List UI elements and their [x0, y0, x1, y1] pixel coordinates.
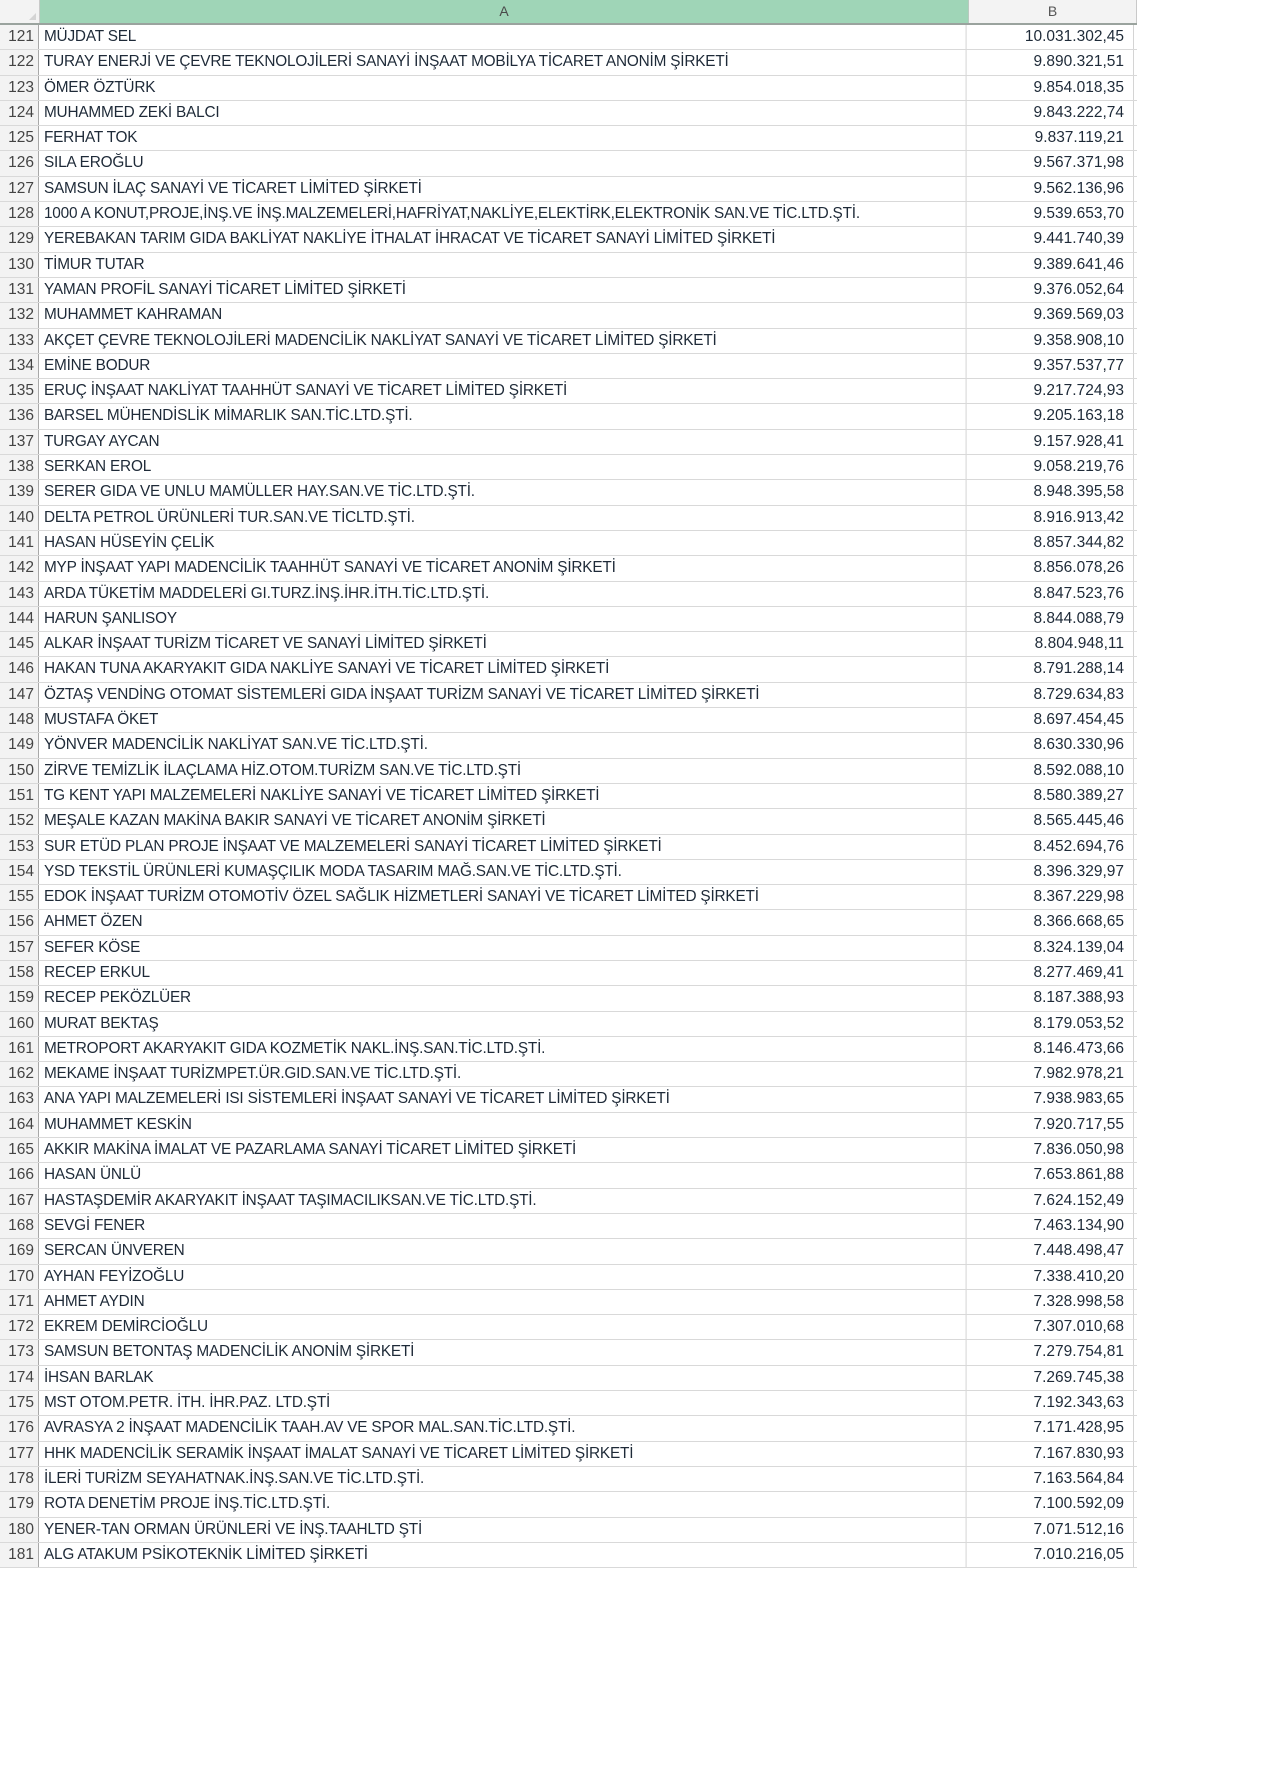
cell-name[interactable]: İLERİ TURİZM SEYAHATNAK.İNŞ.SAN.VE TİC.LTD.ŞTİ. — [39, 1467, 967, 1491]
cell-name[interactable]: AKKIR MAKİNA İMALAT VE PAZARLAMA SANAYİ TİCARET LİMİTED ŞİRKETİ — [39, 1138, 967, 1162]
table-row — [0, 683, 1137, 708]
row-number[interactable]: 122 — [0, 50, 39, 74]
table-row — [0, 708, 1137, 733]
table-row — [0, 430, 1137, 455]
cell-name[interactable]: SAMSUN BETONTAŞ MADENCİLİK ANONİM ŞİRKETİ — [39, 1340, 967, 1364]
row-number[interactable]: 153 — [0, 835, 39, 859]
row-number[interactable]: 125 — [0, 126, 39, 150]
cell-name[interactable]: SERKAN EROL — [39, 455, 967, 479]
cell-name[interactable]: AHMET AYDIN — [39, 1290, 967, 1314]
table-row — [0, 227, 1137, 252]
cell-amount[interactable]: 8.916.913,42 — [967, 506, 1134, 530]
cell-name[interactable]: HASAN HÜSEYİN ÇELİK — [39, 531, 967, 555]
cell-amount[interactable]: 8.791.288,14 — [967, 657, 1134, 681]
cell-amount[interactable]: 9.369.569,03 — [967, 303, 1134, 327]
row-number[interactable]: 176 — [0, 1416, 39, 1440]
table-row — [0, 1416, 1137, 1441]
table-row — [0, 784, 1137, 809]
cell-amount[interactable]: 8.948.395,58 — [967, 480, 1134, 504]
cell-name[interactable]: AKÇET ÇEVRE TEKNOLOJİLERİ MADENCİLİK NAKLİYAT SANAYİ VE TİCARET LİMİTED ŞİRKETİ — [39, 329, 967, 353]
cell-amount[interactable]: 10.031.302,45 — [967, 25, 1134, 49]
table-row — [0, 1543, 1137, 1568]
row-number[interactable]: 162 — [0, 1062, 39, 1086]
table-row — [0, 1391, 1137, 1416]
cell-name[interactable]: YEREBAKAN TARIM GIDA BAKLİYAT NAKLİYE İTHALAT İHRACAT VE TİCARET SANAYİ LİMİTED ŞİRKETİ — [39, 227, 967, 251]
table-row — [0, 253, 1137, 278]
table-row — [0, 1467, 1137, 1492]
cell-name[interactable]: MUHAMMET KESKİN — [39, 1113, 967, 1137]
select-all-corner[interactable] — [0, 0, 40, 23]
row-number[interactable]: 167 — [0, 1189, 39, 1213]
table-row — [0, 379, 1137, 404]
row-number[interactable]: 164 — [0, 1113, 39, 1137]
table-row — [0, 101, 1137, 126]
cell-amount[interactable]: 9.358.908,10 — [967, 329, 1134, 353]
cell-amount[interactable]: 8.366.668,65 — [967, 910, 1134, 934]
cell-amount[interactable]: 7.448.498,47 — [967, 1239, 1134, 1263]
cell-amount[interactable]: 7.071.512,16 — [967, 1518, 1134, 1542]
cell-amount[interactable]: 8.856.078,26 — [967, 556, 1134, 580]
row-number[interactable]: 163 — [0, 1087, 39, 1111]
cell-name[interactable]: YSD TEKSTİL ÜRÜNLERİ KUMAŞÇILIK MODA TASARIM MAĞ.SAN.VE TİC.LTD.ŞTİ. — [39, 860, 967, 884]
row-number[interactable]: 158 — [0, 961, 39, 985]
table-row — [0, 1366, 1137, 1391]
table-row — [0, 835, 1137, 860]
cell-name[interactable]: RECEP ERKUL — [39, 961, 967, 985]
cell-amount[interactable]: 9.357.537,77 — [967, 354, 1134, 378]
cell-amount[interactable]: 9.389.641,46 — [967, 253, 1134, 277]
cell-name[interactable]: HARUN ŞANLISOY — [39, 607, 967, 631]
cell-amount[interactable]: 9.376.052,64 — [967, 278, 1134, 302]
cell-amount[interactable]: 9.890.321,51 — [967, 50, 1134, 74]
row-number[interactable]: 127 — [0, 177, 39, 201]
cell-name[interactable]: MEKAME İNŞAAT TURİZMPET.ÜR.GID.SAN.VE TİC.LTD.ŞTİ. — [39, 1062, 967, 1086]
table-row — [0, 1492, 1137, 1517]
table-row — [0, 531, 1137, 556]
cell-name[interactable]: AYHAN FEYİZOĞLU — [39, 1265, 967, 1289]
cell-amount[interactable]: 7.171.428,95 — [967, 1416, 1134, 1440]
row-number[interactable]: 179 — [0, 1492, 39, 1516]
cell-amount[interactable]: 8.857.344,82 — [967, 531, 1134, 555]
row-number[interactable]: 147 — [0, 683, 39, 707]
cell-amount[interactable]: 7.328.998,58 — [967, 1290, 1134, 1314]
cell-amount[interactable]: 8.179.053,52 — [967, 1012, 1134, 1036]
cell-amount[interactable]: 8.277.469,41 — [967, 961, 1134, 985]
cell-amount[interactable]: 8.367.229,98 — [967, 885, 1134, 909]
cell-amount[interactable]: 7.269.745,38 — [967, 1366, 1134, 1390]
column-header-a[interactable]: A — [40, 0, 969, 23]
cell-amount[interactable]: 9.058.219,76 — [967, 455, 1134, 479]
row-number[interactable]: 155 — [0, 885, 39, 909]
table-row — [0, 177, 1137, 202]
cell-amount[interactable]: 8.565.445,46 — [967, 809, 1134, 833]
cell-name[interactable]: MUHAMMET KAHRAMAN — [39, 303, 967, 327]
cell-amount[interactable]: 7.307.010,68 — [967, 1315, 1134, 1339]
cell-name[interactable]: FERHAT TOK — [39, 126, 967, 150]
table-row — [0, 480, 1137, 505]
cell-amount[interactable]: 7.836.050,98 — [967, 1138, 1134, 1162]
table-row — [0, 657, 1137, 682]
row-number[interactable]: 130 — [0, 253, 39, 277]
cell-amount[interactable]: 7.920.717,55 — [967, 1113, 1134, 1137]
row-number[interactable]: 121 — [0, 25, 39, 49]
cell-name[interactable]: ANA YAPI MALZEMELERİ ISI SİSTEMLERİ İNŞAAT SANAYİ VE TİCARET LİMİTED ŞİRKETİ — [39, 1087, 967, 1111]
row-number[interactable]: 141 — [0, 531, 39, 555]
table-row — [0, 1214, 1137, 1239]
table-row — [0, 151, 1137, 176]
row-number[interactable]: 140 — [0, 506, 39, 530]
row-number[interactable]: 150 — [0, 759, 39, 783]
cell-amount[interactable]: 8.324.139,04 — [967, 936, 1134, 960]
cell-amount[interactable]: 8.146.473,66 — [967, 1037, 1134, 1061]
cell-name[interactable]: HAKAN TUNA AKARYAKIT GIDA NAKLİYE SANAYİ VE TİCARET LİMİTED ŞİRKETİ — [39, 657, 967, 681]
table-row — [0, 1087, 1137, 1112]
table-row — [0, 1290, 1137, 1315]
table-row — [0, 1442, 1137, 1467]
cell-name[interactable]: MST OTOM.PETR. İTH. İHR.PAZ. LTD.ŞTİ — [39, 1391, 967, 1415]
cell-name[interactable]: MUSTAFA ÖKET — [39, 708, 967, 732]
cell-name[interactable]: İHSAN BARLAK — [39, 1366, 967, 1390]
cell-amount[interactable]: 8.592.088,10 — [967, 759, 1134, 783]
table-row — [0, 986, 1137, 1011]
table-row — [0, 582, 1137, 607]
cell-amount[interactable]: 7.192.343,63 — [967, 1391, 1134, 1415]
table-row — [0, 632, 1137, 657]
cell-amount[interactable]: 9.837.119,21 — [967, 126, 1134, 150]
table-row — [0, 759, 1137, 784]
row-number[interactable]: 175 — [0, 1391, 39, 1415]
row-number[interactable]: 151 — [0, 784, 39, 808]
table-row — [0, 1062, 1137, 1087]
cell-amount[interactable]: 8.630.330,96 — [967, 733, 1134, 757]
select-all-triangle-icon — [29, 13, 36, 20]
table-row — [0, 50, 1137, 75]
cell-name[interactable]: AHMET ÖZEN — [39, 910, 967, 934]
cell-name[interactable]: SAMSUN İLAÇ SANAYİ VE TİCARET LİMİTED ŞİRKETİ — [39, 177, 967, 201]
table-row — [0, 1315, 1137, 1340]
cell-name[interactable]: ÖMER ÖZTÜRK — [39, 76, 967, 100]
cell-name[interactable]: SILA EROĞLU — [39, 151, 967, 175]
cell-name[interactable]: ROTA DENETİM PROJE İNŞ.TİC.LTD.ŞTİ. — [39, 1492, 967, 1516]
cell-amount[interactable]: 7.279.754,81 — [967, 1340, 1134, 1364]
cell-name[interactable]: HASTAŞDEMİR AKARYAKIT İNŞAAT TAŞIMACILIKSAN.VE TİC.LTD.ŞTİ. — [39, 1189, 967, 1213]
table-row — [0, 202, 1137, 227]
table-row — [0, 961, 1137, 986]
row-number[interactable]: 138 — [0, 455, 39, 479]
cell-amount[interactable]: 8.844.088,79 — [967, 607, 1134, 631]
row-number[interactable]: 129 — [0, 227, 39, 251]
cell-name[interactable]: HHK MADENCİLİK SERAMİK İNŞAAT İMALAT SANAYİ VE TİCARET LİMİTED ŞİRKETİ — [39, 1442, 967, 1466]
row-number[interactable]: 137 — [0, 430, 39, 454]
table-row — [0, 910, 1137, 935]
cell-name[interactable]: EKREM DEMİRCİOĞLU — [39, 1315, 967, 1339]
row-number[interactable]: 133 — [0, 329, 39, 353]
table-row — [0, 1189, 1137, 1214]
row-number[interactable]: 172 — [0, 1315, 39, 1339]
row-number[interactable]: 146 — [0, 657, 39, 681]
cell-name[interactable]: HASAN ÜNLÜ — [39, 1163, 967, 1187]
cell-name[interactable]: MEŞALE KAZAN MAKİNA BAKIR SANAYİ VE TİCARET ANONİM ŞİRKETİ — [39, 809, 967, 833]
row-number[interactable]: 128 — [0, 202, 39, 226]
cell-name[interactable]: 1000 A KONUT,PROJE,İNŞ.VE İNŞ.MALZEMELERİ,HAFRİYAT,NAKLİYE,ELEKTİRK,ELEKTRONİK SAN.VE TİC.LTD.ŞTİ. — [39, 202, 967, 226]
table-row — [0, 303, 1137, 328]
table-row — [0, 1113, 1137, 1138]
row-number[interactable]: 170 — [0, 1265, 39, 1289]
cell-amount[interactable]: 9.205.163,18 — [967, 404, 1134, 428]
cell-name[interactable]: AVRASYA 2 İNŞAAT MADENCİLİK TAAH.AV VE SPOR MAL.SAN.TİC.LTD.ŞTİ. — [39, 1416, 967, 1440]
row-number[interactable]: 139 — [0, 480, 39, 504]
cell-name[interactable]: MÜJDAT SEL — [39, 25, 967, 49]
row-number[interactable]: 145 — [0, 632, 39, 656]
row-number[interactable]: 131 — [0, 278, 39, 302]
cell-name[interactable]: MURAT BEKTAŞ — [39, 1012, 967, 1036]
cell-name[interactable]: YÖNVER MADENCİLİK NAKLİYAT SAN.VE TİC.LTD.ŞTİ. — [39, 733, 967, 757]
cell-name[interactable]: RECEP PEKÖZLÜER — [39, 986, 967, 1010]
column-header-row — [0, 0, 1137, 25]
row-number[interactable]: 142 — [0, 556, 39, 580]
cell-amount[interactable]: 7.167.830,93 — [967, 1442, 1134, 1466]
cell-name[interactable]: SERER GIDA VE UNLU MAMÜLLER HAY.SAN.VE TİC.LTD.ŞTİ. — [39, 480, 967, 504]
row-number[interactable]: 123 — [0, 76, 39, 100]
row-number[interactable]: 178 — [0, 1467, 39, 1491]
cell-amount[interactable]: 8.697.454,45 — [967, 708, 1134, 732]
cell-name[interactable]: ZİRVE TEMİZLİK İLAÇLAMA HİZ.OTOM.TURİZM SAN.VE TİC.LTD.ŞTİ — [39, 759, 967, 783]
cell-name[interactable]: DELTA PETROL ÜRÜNLERİ TUR.SAN.VE TİCLTD.ŞTİ. — [39, 506, 967, 530]
cell-amount[interactable]: 7.938.983,65 — [967, 1087, 1134, 1111]
cell-amount[interactable]: 8.847.523,76 — [967, 582, 1134, 606]
row-number[interactable]: 174 — [0, 1366, 39, 1390]
cell-name[interactable]: SEFER KÖSE — [39, 936, 967, 960]
table-row — [0, 936, 1137, 961]
table-row — [0, 1012, 1137, 1037]
row-number[interactable]: 157 — [0, 936, 39, 960]
cell-name[interactable]: MUHAMMED ZEKİ BALCI — [39, 101, 967, 125]
table-row — [0, 1518, 1137, 1543]
cell-amount[interactable]: 8.729.634,83 — [967, 683, 1134, 707]
row-number[interactable]: 177 — [0, 1442, 39, 1466]
cell-name[interactable]: ÖZTAŞ VENDİNG OTOMAT SİSTEMLERİ GIDA İNŞAAT TURİZM SANAYİ VE TİCARET LİMİTED ŞİRKETİ — [39, 683, 967, 707]
cell-name[interactable]: TURGAY AYCAN — [39, 430, 967, 454]
row-number[interactable]: 152 — [0, 809, 39, 833]
cell-amount[interactable]: 8.804.948,11 — [967, 632, 1134, 656]
column-header-b[interactable]: B — [969, 0, 1137, 23]
cell-name[interactable]: SUR ETÜD PLAN PROJE İNŞAAT VE MALZEMELERİ SANAYİ TİCARET LİMİTED ŞİRKETİ — [39, 835, 967, 859]
cell-amount[interactable]: 7.653.861,88 — [967, 1163, 1134, 1187]
table-row — [0, 607, 1137, 632]
row-number[interactable]: 154 — [0, 860, 39, 884]
table-row — [0, 329, 1137, 354]
table-row — [0, 1037, 1137, 1062]
row-number[interactable]: 148 — [0, 708, 39, 732]
cell-amount[interactable]: 7.010.216,05 — [967, 1543, 1134, 1567]
row-number[interactable]: 134 — [0, 354, 39, 378]
cell-name[interactable]: YENER-TAN ORMAN ÜRÜNLERİ VE İNŞ.TAAHLTD ŞTİ — [39, 1518, 967, 1542]
table-row — [0, 860, 1137, 885]
row-number[interactable]: 144 — [0, 607, 39, 631]
cell-amount[interactable]: 9.562.136,96 — [967, 177, 1134, 201]
table-row — [0, 809, 1137, 834]
cell-amount[interactable]: 7.338.410,20 — [967, 1265, 1134, 1289]
cell-amount[interactable]: 9.441.740,39 — [967, 227, 1134, 251]
cell-amount[interactable]: 7.100.592,09 — [967, 1492, 1134, 1516]
table-row — [0, 733, 1137, 758]
cell-amount[interactable]: 9.539.653,70 — [967, 202, 1134, 226]
table-row — [0, 1163, 1137, 1188]
row-number[interactable]: 160 — [0, 1012, 39, 1036]
cell-amount[interactable]: 7.624.152,49 — [967, 1189, 1134, 1213]
cell-name[interactable]: TG KENT YAPI MALZEMELERİ NAKLİYE SANAYİ VE TİCARET LİMİTED ŞİRKETİ — [39, 784, 967, 808]
row-number[interactable]: 169 — [0, 1239, 39, 1263]
rows-container — [0, 25, 1137, 1568]
table-row — [0, 404, 1137, 429]
cell-amount[interactable]: 9.217.724,93 — [967, 379, 1134, 403]
row-number[interactable]: 165 — [0, 1138, 39, 1162]
table-row — [0, 1138, 1137, 1163]
table-row — [0, 1265, 1137, 1290]
table-row — [0, 25, 1137, 50]
table-row — [0, 1340, 1137, 1365]
row-number[interactable]: 149 — [0, 733, 39, 757]
table-row — [0, 126, 1137, 151]
row-number[interactable]: 132 — [0, 303, 39, 327]
cell-name[interactable]: SEVGİ FENER — [39, 1214, 967, 1238]
cell-name[interactable]: YAMAN PROFİL SANAYİ TİCARET LİMİTED ŞİRKETİ — [39, 278, 967, 302]
cell-amount[interactable]: 9.157.928,41 — [967, 430, 1134, 454]
table-row — [0, 455, 1137, 480]
table-row — [0, 506, 1137, 531]
row-number[interactable]: 159 — [0, 986, 39, 1010]
cell-amount[interactable]: 9.567.371,98 — [967, 151, 1134, 175]
cell-amount[interactable]: 7.163.564,84 — [967, 1467, 1134, 1491]
cell-amount[interactable]: 9.854.018,35 — [967, 76, 1134, 100]
row-number[interactable]: 124 — [0, 101, 39, 125]
row-number[interactable]: 126 — [0, 151, 39, 175]
row-number[interactable]: 173 — [0, 1340, 39, 1364]
table-row — [0, 354, 1137, 379]
row-number[interactable]: 168 — [0, 1214, 39, 1238]
cell-amount[interactable]: 8.396.329,97 — [967, 860, 1134, 884]
cell-name[interactable]: ALG ATAKUM PSİKOTEKNİK LİMİTED ŞİRKETİ — [39, 1543, 967, 1567]
cell-name[interactable]: TURAY ENERJİ VE ÇEVRE TEKNOLOJİLERİ SANAYİ İNŞAAT MOBİLYA TİCARET ANONİM ŞİRKETİ — [39, 50, 967, 74]
cell-amount[interactable]: 8.187.388,93 — [967, 986, 1134, 1010]
table-row — [0, 885, 1137, 910]
cell-name[interactable]: METROPORT AKARYAKIT GIDA KOZMETİK NAKL.İNŞ.SAN.TİC.LTD.ŞTİ. — [39, 1037, 967, 1061]
table-row — [0, 556, 1137, 581]
cell-name[interactable]: TİMUR TUTAR — [39, 253, 967, 277]
cell-name[interactable]: EDOK İNŞAAT TURİZM OTOMOTİV ÖZEL SAĞLIK HİZMETLERİ SANAYİ VE TİCARET LİMİTED ŞİRKETİ — [39, 885, 967, 909]
row-number[interactable]: 181 — [0, 1543, 39, 1567]
table-row — [0, 76, 1137, 101]
cell-amount[interactable]: 7.982.978,21 — [967, 1062, 1134, 1086]
row-number[interactable]: 171 — [0, 1290, 39, 1314]
cell-name[interactable]: BARSEL MÜHENDİSLİK MİMARLIK SAN.TİC.LTD.ŞTİ. — [39, 404, 967, 428]
row-number[interactable]: 161 — [0, 1037, 39, 1061]
row-number[interactable]: 156 — [0, 910, 39, 934]
row-number[interactable]: 135 — [0, 379, 39, 403]
cell-name[interactable]: SERCAN ÜNVEREN — [39, 1239, 967, 1263]
row-number[interactable]: 166 — [0, 1163, 39, 1187]
table-row — [0, 278, 1137, 303]
cell-name[interactable]: ERUÇ İNŞAAT NAKLİYAT TAAHHÜT SANAYİ VE TİCARET LİMİTED ŞİRKETİ — [39, 379, 967, 403]
cell-name[interactable]: ALKAR İNŞAAT TURİZM TİCARET VE SANAYİ LİMİTED ŞİRKETİ — [39, 632, 967, 656]
cell-name[interactable]: MYP İNŞAAT YAPI MADENCİLİK TAAHHÜT SANAYİ VE TİCARET ANONİM ŞİRKETİ — [39, 556, 967, 580]
cell-name[interactable]: ARDA TÜKETİM MADDELERİ GI.TURZ.İNŞ.İHR.İTH.TİC.LTD.ŞTİ. — [39, 582, 967, 606]
row-number[interactable]: 180 — [0, 1518, 39, 1542]
cell-amount[interactable]: 9.843.222,74 — [967, 101, 1134, 125]
row-number[interactable]: 143 — [0, 582, 39, 606]
table-row — [0, 1239, 1137, 1264]
cell-amount[interactable]: 8.580.389,27 — [967, 784, 1134, 808]
cell-name[interactable]: EMİNE BODUR — [39, 354, 967, 378]
cell-amount[interactable]: 7.463.134,90 — [967, 1214, 1134, 1238]
row-number[interactable]: 136 — [0, 404, 39, 428]
cell-amount[interactable]: 8.452.694,76 — [967, 835, 1134, 859]
